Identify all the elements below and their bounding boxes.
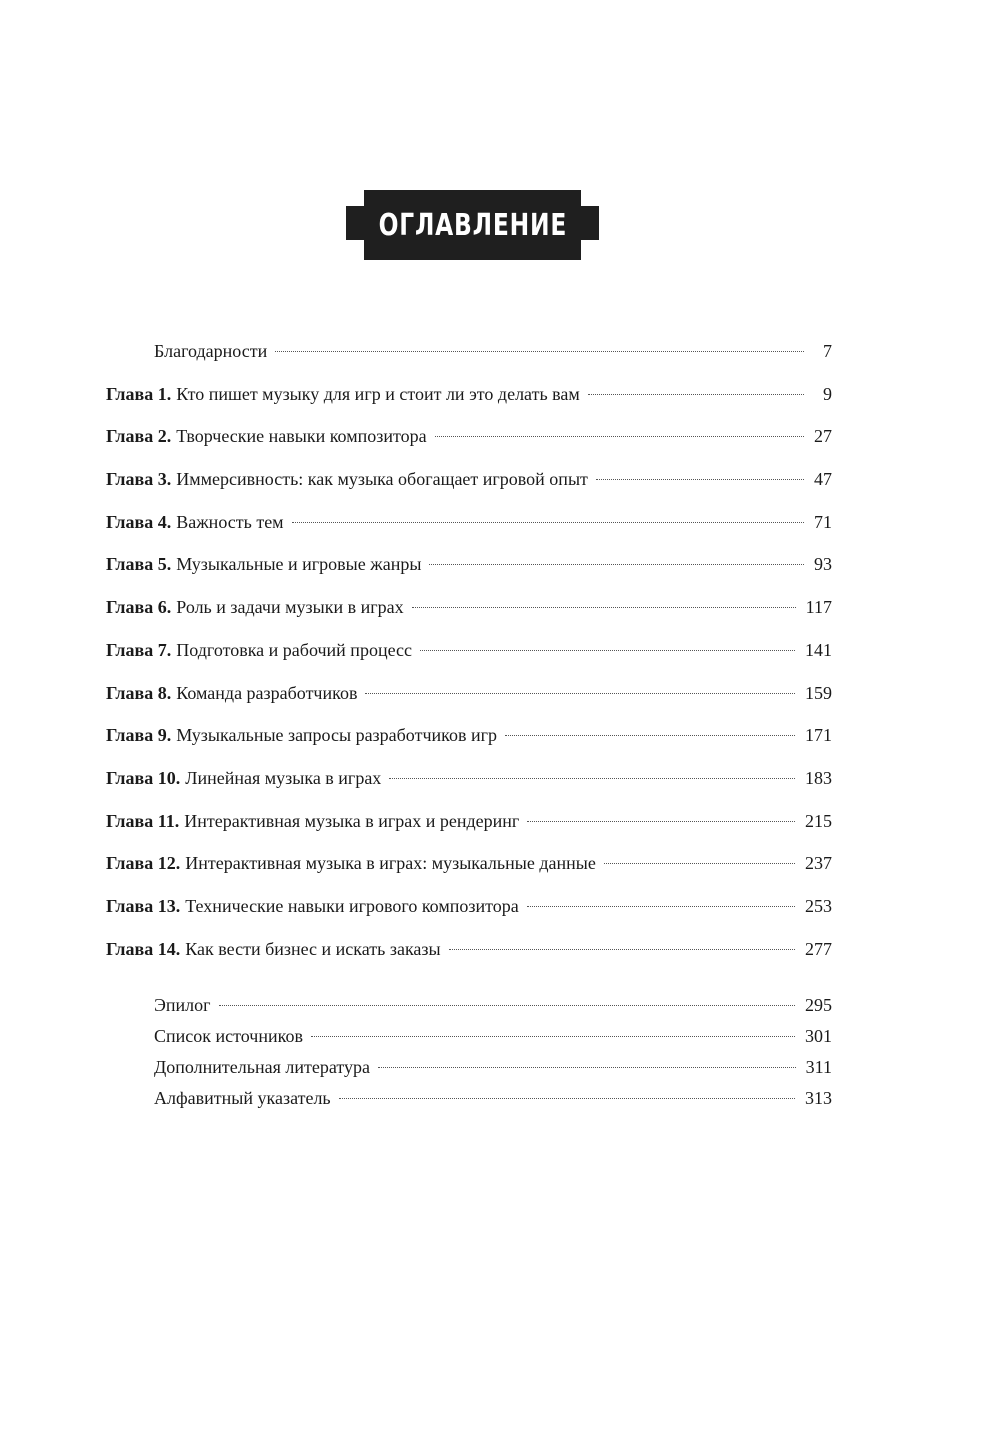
toc-chapter-entry[interactable] (106, 637, 832, 680)
dot-leader (604, 863, 795, 864)
toc-entry[interactable] (106, 1054, 832, 1085)
chapter-number: Глава 6. (106, 597, 172, 618)
toc-entry-page: 7 (823, 341, 832, 361)
toc-chapter-entry[interactable] (106, 808, 832, 851)
chapter-title: Интерактивная музыка в играх: музыкальные данные (185, 853, 596, 874)
toc-chapter-entry[interactable] (106, 893, 832, 936)
dot-leader (389, 778, 795, 779)
dot-leader (429, 564, 804, 565)
toc-entry-title: Дополнительная литература (154, 1057, 370, 1078)
toc-chapter-entry[interactable] (106, 466, 832, 509)
dot-leader (412, 607, 796, 608)
toc-chapter-entry[interactable] (106, 850, 832, 893)
chapter-list (106, 381, 832, 979)
back-matter-list (106, 992, 832, 1116)
toc-entry[interactable] (106, 1085, 832, 1116)
chapter-number: Глава 9. (106, 725, 172, 746)
dot-leader (378, 1067, 796, 1068)
page-title: ОГЛАВЛЕНИЕ (378, 207, 567, 243)
chapter-page: 171 (805, 725, 832, 746)
toc-entry[interactable] (106, 1023, 832, 1054)
toc-entry-page: 301 (805, 1026, 832, 1047)
chapter-page: 215 (805, 810, 832, 831)
table-of-contents (106, 338, 832, 1116)
toc-entry-title: Эпилог (154, 995, 211, 1016)
toc-title-banner (346, 190, 599, 260)
dot-leader (588, 394, 804, 395)
chapter-title: Линейная музыка в играх (185, 767, 382, 788)
chapter-title: Как вести бизнес и искать заказы (185, 938, 441, 959)
toc-chapter-entry[interactable] (106, 722, 832, 765)
dot-leader (339, 1098, 795, 1099)
chapter-title: Кто пишет музыку для игр и стоит ли это делать вам (176, 383, 580, 404)
toc-entry-page: 295 (805, 995, 832, 1016)
toc-chapter-entry[interactable] (106, 765, 832, 808)
chapter-number: Глава 8. (106, 682, 172, 703)
chapter-title: Роль и задачи музыки в играх (176, 597, 404, 618)
dot-leader (596, 479, 804, 480)
chapter-page: 117 (805, 597, 832, 618)
front-matter-list (106, 338, 832, 381)
dot-leader (292, 522, 804, 523)
chapter-page: 9 (823, 383, 832, 404)
chapter-number: Глава 12. (106, 853, 181, 874)
chapter-page: 183 (805, 767, 832, 788)
chapter-page: 159 (805, 682, 832, 703)
chapter-page: 71 (814, 511, 832, 532)
toc-chapter-entry[interactable] (106, 551, 832, 594)
toc-entry-title: Благодарности (154, 341, 268, 361)
chapter-page: 47 (814, 469, 832, 490)
dot-leader (505, 735, 795, 736)
chapter-title: Музыкальные запросы разработчиков игр (176, 725, 497, 746)
chapter-title: Подготовка и рабочий процесс (176, 639, 412, 660)
toc-chapter-entry[interactable] (106, 509, 832, 552)
toc-chapter-entry[interactable] (106, 381, 832, 424)
chapter-page: 253 (805, 895, 832, 916)
toc-entry-page: 311 (805, 1057, 832, 1078)
chapter-number: Глава 11. (106, 810, 180, 831)
dot-leader (275, 351, 804, 352)
dot-leader (449, 949, 795, 950)
dot-leader (219, 1005, 795, 1006)
chapter-number: Глава 2. (106, 426, 172, 447)
dot-leader (420, 650, 795, 651)
chapter-title: Технические навыки игрового композитора (185, 895, 519, 916)
chapter-page: 27 (814, 426, 832, 447)
toc-entry-title: Список источников (154, 1026, 303, 1047)
toc-entry[interactable] (106, 338, 832, 381)
toc-entry-title: Алфавитный указатель (154, 1088, 331, 1109)
chapter-number: Глава 3. (106, 469, 172, 490)
chapter-page: 141 (805, 639, 832, 660)
chapter-title: Творческие навыки композитора (176, 426, 427, 447)
chapter-title: Музыкальные и игровые жанры (176, 554, 422, 575)
chapter-page: 93 (814, 554, 832, 575)
chapter-title: Команда разработчиков (176, 682, 358, 703)
chapter-number: Глава 7. (106, 639, 172, 660)
chapter-title: Иммерсивность: как музыка обогащает игровой опыт (176, 469, 588, 490)
toc-chapter-entry[interactable] (106, 936, 832, 979)
toc-entry-page: 313 (805, 1088, 832, 1109)
chapter-number: Глава 10. (106, 767, 181, 788)
chapter-number: Глава 14. (106, 938, 181, 959)
chapter-number: Глава 13. (106, 895, 181, 916)
toc-chapter-entry[interactable] (106, 680, 832, 723)
dot-leader (527, 906, 795, 907)
chapter-number: Глава 4. (106, 511, 172, 532)
chapter-title: Интерактивная музыка в играх и рендеринг (184, 810, 520, 831)
dot-leader (365, 693, 795, 694)
title-banner-box (364, 190, 581, 260)
chapter-number: Глава 1. (106, 383, 172, 404)
toc-chapter-entry[interactable] (106, 594, 832, 637)
dot-leader (435, 436, 804, 437)
toc-entry[interactable] (106, 992, 832, 1023)
chapter-title: Важность тем (176, 511, 284, 532)
dot-leader (527, 821, 795, 822)
toc-chapter-entry[interactable] (106, 423, 832, 466)
dot-leader (311, 1036, 795, 1037)
chapter-number: Глава 5. (106, 554, 172, 575)
chapter-page: 237 (805, 853, 832, 874)
chapter-page: 277 (805, 938, 832, 959)
